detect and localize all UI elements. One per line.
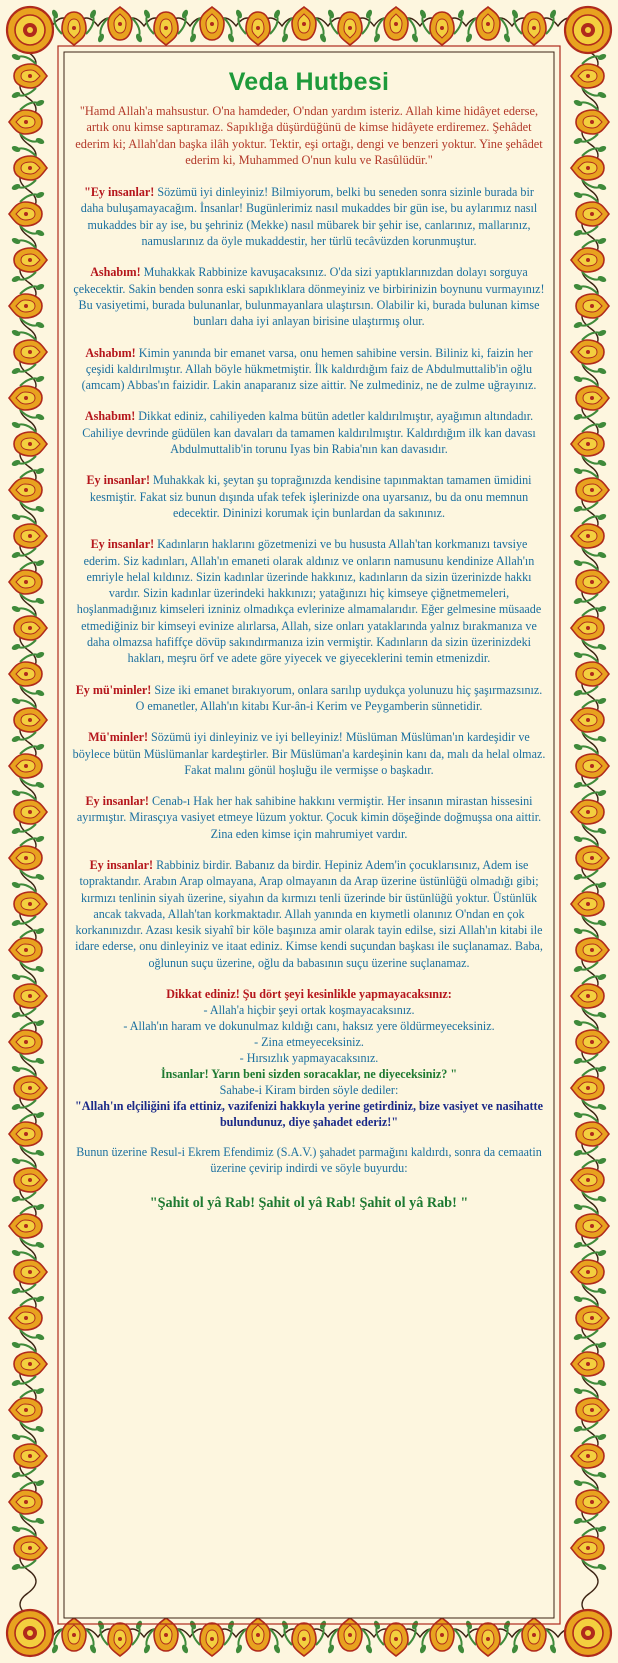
hutbe-paragraph [72, 729, 546, 778]
page-title: Veda Hutbesi [228, 68, 390, 96]
paragraph-body: Sözümü iyi dinleyiniz! Bilmiyorum, belki bu seneden sonra sizinle burada bir daha buluşamayacağım. İnsanlar! Bugünlerimiz nasıl mukaddes bir gün ise, bu aylarımız nasıl mukaddes bir ay ise, bu şehriniz (Mekke) nasıl mübarek bir şehir ise, canlarınız, mallarınız, namuslarınız da öyle mukaddestir, her türlü tecâvüzden korunmuştur. [80, 185, 538, 249]
warning-heading: Dikkat ediniz! Şu dört şeyi kesinlikle yapmayacaksınız: [166, 987, 452, 1002]
paragraph-lead: Ashabım! [90, 265, 141, 280]
paragraph-body: Kadınların haklarını gözetmenizi ve bu hususta Allah'tan korkmanızı tavsiye ederim. Siz kadınları, Allah'ın emaneti olarak aldınız ve onların namusunu kendinize Allah'ın emriyle helal kıldınız. Sizin kadınlar üzerinde hakkınız, kadınların da sizin üzerinizde hakkı vardır. Sizin kadınlar üzerindeki hakkınızı; yatağınızı hiç kimseye çiğnetmemeleri, hoşlanmadığınız kimseleri izniniz olmadıkça evlerinize almamalarıdır. Eğer gelmesine müsaade etmediğiniz bir kimseyi evinize alırlarsa, Allah, size onları yataklarında yalnız bırakmanıza ve daha olmazsa hafiffçe dövüp sakındırmanıza izin vermiştir. Kadınların da sizin üzerinizdeki hakları, meşru örf ve adete göre yiyecek ve giyeceklerini temin etmenizdir. [76, 537, 542, 666]
paragraph-lead: Ey insanlar! [90, 537, 155, 552]
hutbe-paragraph [72, 682, 546, 715]
hutbe-paragraph [72, 472, 546, 521]
hutbe-paragraph [72, 857, 546, 971]
warning-section [72, 986, 546, 1130]
warning-item: - Allah'a hiçbir şeyi ortak koşmayacaksınız. [203, 1003, 415, 1018]
intro-paragraph: "Hamd Allah'a mahsustur. O'na hamdeder, O'ndan yardım isteriz. Allah kime hidâyet ederse, artık onu kimse saptıramaz. Sapıklığa düşürdüğünü de kimse hidâyete erdiremez. Şehâdet ederim ki; Allah'dan başka ilâh yoktur. Tektir, eşi ortağı, dengi ve benzeri yoktur. Yine şehâdet ederim ki, Muhammed O'nun kulu ve Rasûlüdür." [75, 104, 543, 167]
paragraph-lead: Ey insanlar! [89, 857, 154, 872]
sahabe-answer: "Allah'ın elçiliğini ifa ettiniz, vazifenizi hakkıyla yerine getirdiniz, bize vasiyet ve nasihatte bulundunuz, diye şahadet ederiz!" [75, 1099, 543, 1130]
paragraph-body: Rabbiniz birdir. Babanız da birdir. Hepiniz Adem'in çocuklarısınız, Adem ise topraktandır. Arabın Arap olmayana, Arap olmayanın da Arap üzerine üstünlüğü olmadığı gibi; kırmızı tenlinin siyah üzerine, siyahın da kırmızı tenli üzerinde bir üstünlüğü yoktur. Üstünlük ancak takvada, Allah'tan korkmaktadır. Allah yanında en kıymetli olanınız O'ndan en çok korkanınızdır. Azası kesik siyahî bir köle başınıza amir olarak tayin edilse, sizi Allah'ın kitabi ile idare ederse, onu dinleyiniz ve itaat ediniz. Kimse kendi suçundan başkası ile suçlanamaz. Baba, oğlunun suçu üzerine, oğlu da babasının suçu üzerine suçlanamaz. [75, 857, 543, 970]
paragraph-lead: Mü'minler! [88, 730, 149, 745]
hutbe-paragraph [72, 408, 546, 457]
sahabe-line: Sahabe-i Kiram birden söyle dediler: [219, 1083, 399, 1098]
final-quote: "Şahit ol yâ Rab! Şahit ol yâ Rab! Şahit ol yâ Rab! " [149, 1194, 469, 1211]
paragraph-lead: Ashabım! [85, 345, 136, 360]
paragraph-body: Dikkat ediniz, cahiliyeden kalma bütün adetler kaldırılmıştır, ayağımın altındadır. Cahiliye devrinde güdülen kan davaları da tamamen kaldırılmıştır. Kaldırdığım ilk kan davası Abdulmuttalib'in torunu Iyas bin Rabia'nın kan davasıdır. [82, 409, 536, 457]
paragraph-lead: "Ey insanlar! [84, 185, 155, 200]
hutbe-paragraph [72, 264, 546, 329]
paragraph-body: Muhakkak Rabbinize kavuşacaksınız. O'da sizi yaptıklarınızdan dolayı sorguya çekecektir. Sakin benden sonra eski sapıklıklara dönmeyiniz ve birbirinizin boynunu vurmayınız! Bu vasiyetimi, burada bulunanlar, bulunmayanlara ulaştırsın. Olabilir ki, burada bulunan kimse bunları daha iyi anlayan birisine ulaştırmış olur. [73, 265, 545, 329]
question-line: İnsanlar! Yarın beni sizden soracaklar, ne diyeceksiniz? " [160, 1067, 458, 1082]
hutbe-paragraph [72, 536, 546, 666]
hutbe-text [72, 56, 546, 1616]
warning-item: - Zina etmeyeceksiniz. [254, 1035, 364, 1050]
paragraph-body: Cenab-ı Hak her hak sahibine hakkını vermiştir. Her insanın mirastan hissesini ayırmıştır. Mirasçıya vasiyet etmeye lüzum yoktur. Çocuk kimin döşeğinde doğmuşsa ona aittir. Zina eden kimse için mahrumiyet vardır. [76, 794, 542, 841]
paragraph-body: Kimin yanında bir emanet varsa, onu hemen sahibine versin. Biliniz ki, faizin her çeşidi kaldırılmıştır. Allah böyle hükmetmiştir. İlk kaldırdığım faiz de Abdulmuttalib'in oğlu (amcam) Abbas'ın faizidir. Lakin anaparanız size aittir. Ne zulmediniz, ne de zulme uğrayınız. [81, 345, 537, 393]
closing-paragraph: Bunun üzerine Resul-i Ekrem Efendimiz (S.A.V.) şahadet parmağını kaldırdı, sonra da cemaatin üzerine çevirip indirdi ve söyle buyurdu: [76, 1145, 542, 1176]
hutbe-paragraph [72, 345, 546, 394]
paragraph-lead: Ashabım! [84, 409, 136, 424]
paragraph-lead: Ey insanlar! [86, 473, 150, 488]
hutbe-paragraph [72, 184, 546, 249]
warning-item: - Hırsızlık yapmayacaksınız. [239, 1051, 379, 1066]
paragraph-body: Size iki emanet bırakıyorum, onlara sarılıp uydukça yolunuzu hiç şaşırmazsınız. O emanetler, Allah'ın kitabı Kur-ân-i Kerim ve Peygamberin sünnetidir. [135, 682, 543, 713]
hutbe-paragraphs [72, 184, 546, 971]
paragraph-lead: Ey mü'minler! [75, 682, 152, 697]
paragraph-body: Sözümü iyi dinleyiniz ve iyi belleyiniz! Müslüman Müslüman'ın kardeşidir ve böylece bütün Müslümanlar kardeştirler. Bir Müslüman'a kardeşinin kanı da, malı da helal olmaz. Fakat malını gönül hoşluğu ile vermişse o başkadır. [72, 730, 546, 777]
warning-item: - Allah'ın haram ve dokunulmaz kıldığı canı, haksız yere öldürmeyeceksiniz. [123, 1019, 495, 1034]
paragraph-lead: Ey insanlar! [85, 794, 149, 809]
paragraph-body: Muhakkak ki, şeytan şu toprağınızda kendisine tapınmaktan tamamen ümidini kesmiştir. Fakat siz bunun dışında ufak tefek işlerinizde ona uyarsanız, bu da onu memnun edecektir. Dininizi korumak için bunlardan da sakınınız. [89, 473, 532, 520]
hutbe-paragraph [72, 793, 546, 842]
